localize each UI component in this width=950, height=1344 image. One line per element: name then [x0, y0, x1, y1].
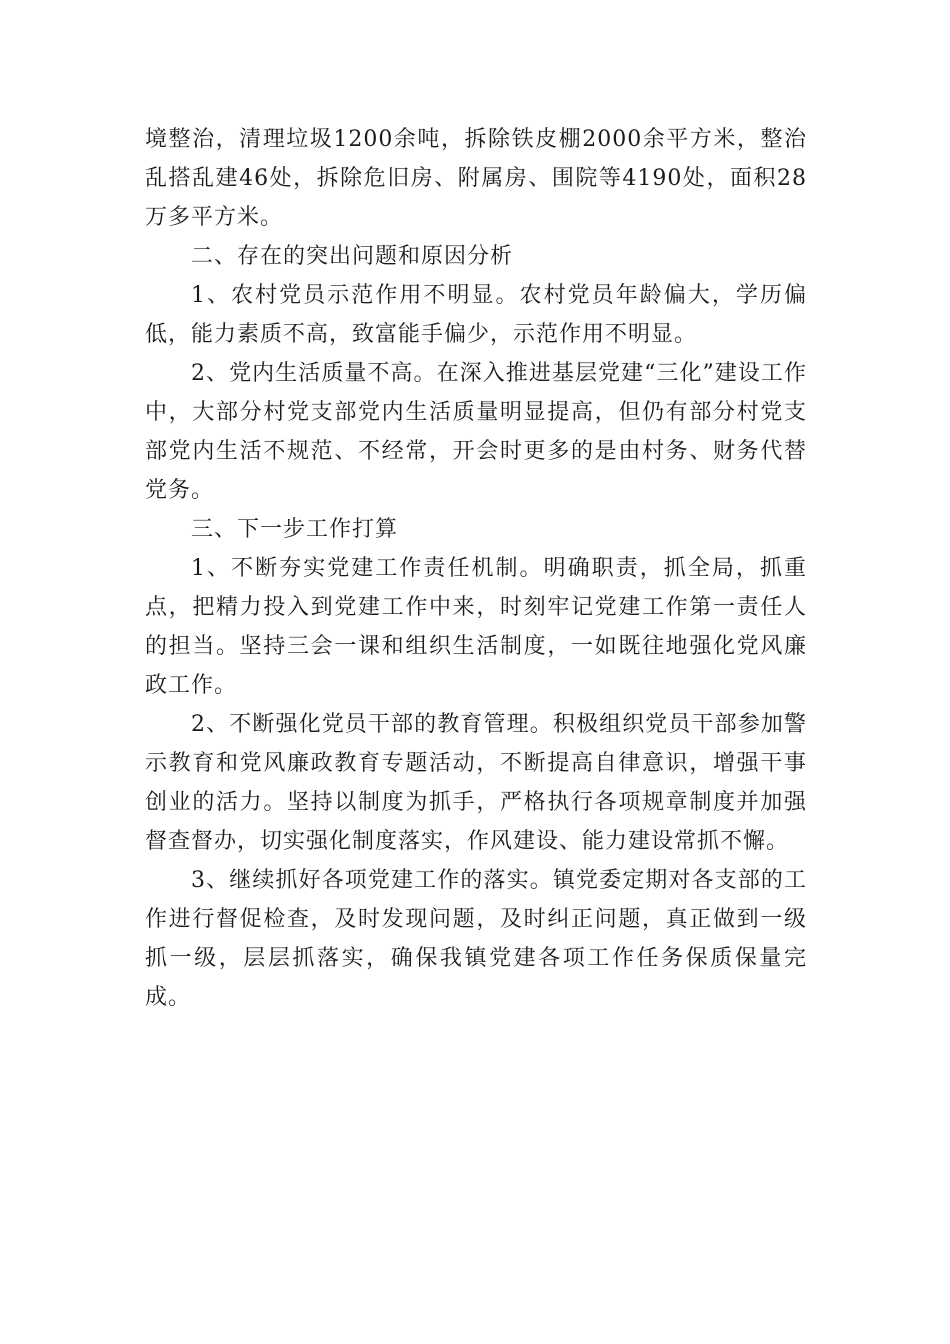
paragraph-plan-3: 3、继续抓好各项党建工作的落实。镇党委定期对各支部的工作进行督促检查，及时发现问题，及时纠正问题，真正做到一级抓一级，层层抓落实，确保我镇党建各项工作任务保质保量完成。 [145, 868, 807, 1010]
paragraph-problem-2: 2、党内生活质量不高。在深入推进基层党建“三化”建设工作中，大部分村党支部党内生活质量明显提高，但仍有部分村党支部党内生活不规范、不经常，开会时更多的是由村务、财务代替党务。 [145, 361, 807, 503]
paragraph-plan-2: 2、不断强化党员干部的教育管理。积极组织党员干部参加警示教育和党风廉政教育专题活动，不断提高自律意识，增强干事创业的活力。坚持以制度为抓手，严格执行各项规章制度并加强督查督办，切实强化制度落实，作风建设、能力建设常抓不懈。 [145, 712, 807, 854]
paragraph-plan-1: 1、不断夯实党建工作责任机制。明确职责，抓全局，抓重点，把精力投入到党建工作中来，时刻牢记党建工作第一责任人的担当。坚持三会一课和组织生活制度，一如既往地强化党风廉政工作。 [145, 556, 807, 698]
paragraph-problem-1: 1、农村党员示范作用不明显。农村党员年龄偏大，学历偏低，能力素质不高，致富能手偏少，示范作用不明显。 [145, 283, 807, 347]
paragraph-continuation: 境整治，清理垃圾1200余吨，拆除铁皮棚2000余平方米，整治乱搭乱建46处，拆除危旧房、附属房、围院等4190处，面积28万多平方米。 [145, 127, 807, 230]
section-heading-problems: 二、存在的突出问题和原因分析 [191, 244, 514, 269]
document-body [145, 120, 807, 1017]
section-heading-next-steps: 三、下一步工作打算 [191, 517, 399, 542]
